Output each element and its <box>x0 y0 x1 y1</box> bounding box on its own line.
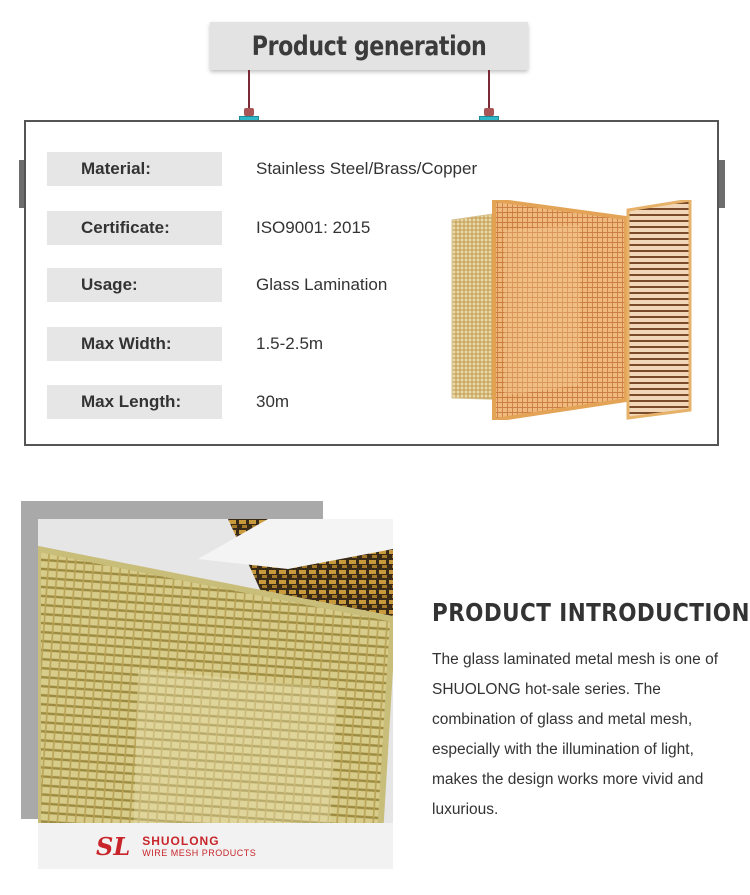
spec-value: ISO9001: 2015 <box>256 218 371 237</box>
spec-value: Stainless Steel/Brass/Copper <box>256 159 478 178</box>
spec-row-max-length <box>47 385 289 419</box>
brand-strip <box>38 823 393 869</box>
clip-right <box>484 108 494 116</box>
brand-name: SHUOLONG <box>142 834 220 848</box>
spec-value: 1.5-2.5m <box>256 334 324 353</box>
spec-value: Glass Lamination <box>256 275 388 294</box>
introduction-body: The glass laminated metal mesh is one of SHUOLONG hot-sale series. The combination of glass and metal mesh, especially with the illumination of light, makes the design works more vivid and luxurious. <box>432 651 719 818</box>
spec-row-certificate <box>47 211 370 245</box>
laminated-glass-image <box>450 200 700 420</box>
spec-row-max-width <box>47 327 323 361</box>
brand-logo: SL <box>96 831 131 861</box>
product-photo <box>38 519 393 869</box>
spec-label: Max Length: <box>47 385 222 419</box>
spec-value: 30m <box>256 392 290 411</box>
spec-row-usage <box>47 268 387 302</box>
spec-label: Usage: <box>47 268 222 302</box>
side-tab-right <box>719 160 725 208</box>
spec-row-material <box>47 152 477 186</box>
spec-label: Material: <box>47 152 222 186</box>
brand-tagline: WIRE MESH PRODUCTS <box>142 848 257 858</box>
banner-title: Product generation <box>251 30 487 62</box>
clip-left <box>244 108 254 116</box>
hanging-wire-left <box>248 70 250 108</box>
brand-text <box>142 834 256 858</box>
spec-card <box>24 120 719 446</box>
spec-label: Certificate: <box>47 211 222 245</box>
introduction-title: PRODUCT INTRODUCTION <box>432 598 750 627</box>
section-banner <box>210 22 528 70</box>
hanging-wire-right <box>488 70 490 108</box>
spec-label: Max Width: <box>47 327 222 361</box>
